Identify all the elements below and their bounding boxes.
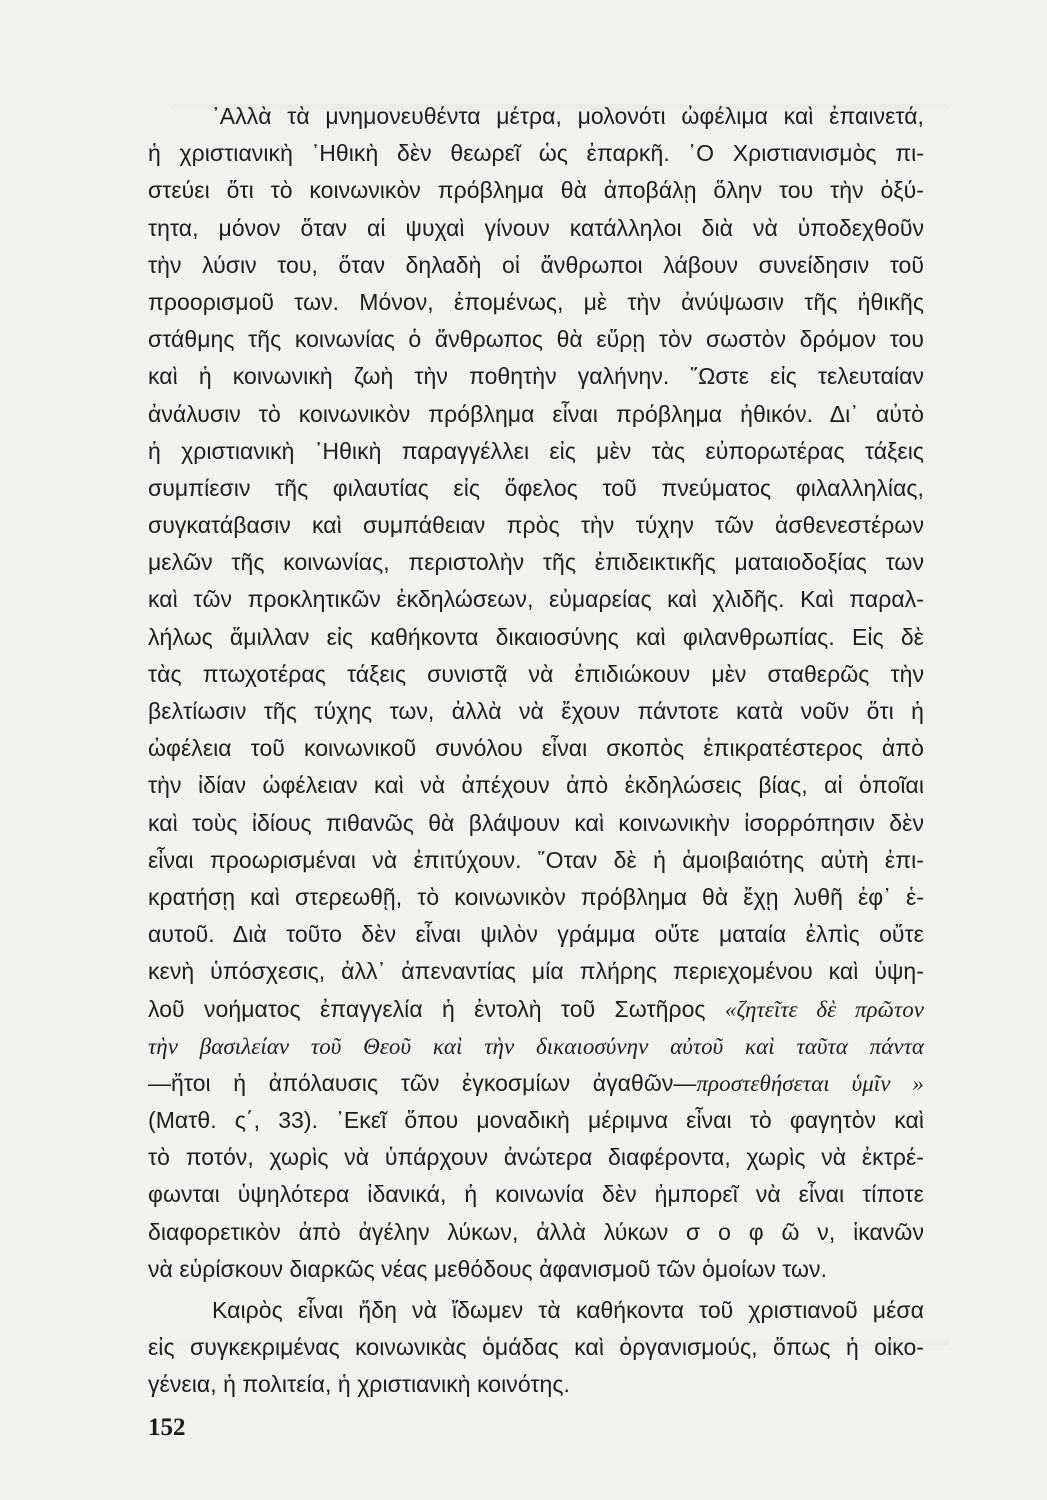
text-line: τὴν λύσιν του, ὅταν δηλαδὴ οἱ ἄνθρωποι λάβουν συνείδησιν τοῦ	[148, 251, 924, 278]
text-line: μελῶν τῆς κοινωνίας, περιστολὴν τῆς ἐπιδεικτικῆς ματαιοδοξίας των	[148, 549, 924, 576]
quotation-italic: προστεθήσεται ὑμῖν »	[696, 1070, 924, 1096]
text-line: συγκατάβασιν καὶ συμπάθειαν πρὸς τὴν τύχην τῶν ἀσθενεστέρων	[148, 512, 924, 539]
text-line: ᾿Αλλὰ τὰ μνημονευθέντα μέτρα, μολονότι ὠφέλιμα καὶ ἐπαινετά,	[212, 103, 924, 129]
text-line: φωνται ὑψηλότερα ἰδανικά, ἡ κοινωνία δὲν ἠμπορεῖ νὰ εἶναι τίποτε	[148, 1181, 924, 1208]
text-line: λήλως ἅμιλλαν εἰς καθήκοντα δικαιοσύνης καὶ φιλανθρωπίας. Εἰς δὲ	[148, 623, 924, 650]
text-line: νὰ εὑρίσκουν διαρκῶς νέας μεθόδους ἀφανισμοῦ τῶν ὁμοίων των.	[148, 1255, 828, 1282]
page-number: 152	[148, 1414, 186, 1441]
text-line: τὰς πτωχοτέρας τάξεις συνιστᾷ νὰ ἐπιδιώκουν μὲν σταθερῶς τὴν	[148, 660, 924, 687]
text-line: εἰς συγκεκριμένας κοινωνικὰς ὁμάδας καὶ ὀργανισμούς, ὅπως ἡ οἰκο-	[148, 1334, 924, 1361]
text-line	[148, 991, 924, 1028]
text-line: εἶναι προωρισμέναι νὰ ἐπιτύχουν. ῞Οταν δὲ ἡ ἀμοιβαιότης αὐτὴ ἐπι-	[148, 846, 924, 873]
text-line: τὸ ποτόν, χωρὶς νὰ ὑπάρχουν ἀνώτερα διαφέροντα, χωρὶς νὰ ἐκτρέ-	[148, 1144, 924, 1171]
text-run: —ἤτοι ἡ ἀπόλαυσις τῶν ἐγκοσμίων ἀγαθῶν—	[148, 1069, 697, 1096]
text-line: τὴν ἰδίαν ὠφέλειαν καὶ νὰ ἀπέχουν ἀπὸ ἐκδηλώσεις βίας, αἱ ὁποῖαι	[148, 772, 924, 799]
text-line: καὶ τῶν προκλητικῶν ἐκδηλώσεων, εὐμαρείας καὶ χλιδῆς. Καὶ παραλ-	[148, 586, 924, 613]
quotation-italic: «ζητεῖτε δὲ πρῶτον	[724, 996, 924, 1022]
text-line: βελτίωσιν τῆς τύχης των, ἀλλὰ νὰ ἔχουν πάντοτε κατὰ νοῦν ὅτι ἡ	[148, 698, 924, 724]
text-line: κρατήσῃ καὶ στερεωθῇ, τὸ κοινωνικὸν πρόβλημα θὰ ἔχῃ λυθῆ ἐφ᾿ ἑ-	[148, 883, 924, 910]
text-line: καὶ ἡ κοινωνικὴ ζωὴ τὴν ποθητὴν γαλήνην. ῞Ωστε εἰς τελευταίαν	[148, 363, 924, 390]
text-line: ἀνάλυσιν τὸ κοινωνικὸν πρόβλημα εἶναι πρόβλημα ἠθικόν. Δι᾿ αὐτὸ	[148, 400, 924, 427]
text-line: ὠφέλεια τοῦ κοινωνικοῦ συνόλου εἶναι σκοπὸς ἐπικρατέστερος ἀπὸ	[148, 735, 924, 762]
text-line: αυτοῦ. Διὰ τοῦτο δὲν εἶναι ψιλὸν γράμμα οὔτε ματαία ἐλπὶς οὔτε	[148, 921, 924, 948]
body-text	[148, 98, 924, 1404]
text-line: διαφορετικὸν ἀπὸ ἀγέλην λύκων, ἀλλὰ λύκων σ ο φ ῶ ν, ἱκανῶν	[148, 1218, 924, 1245]
text-line: τητα, μόνον ὅταν αἱ ψυχαὶ γίνουν κατάλληλοι διὰ νὰ ὑποδεχθοῦν	[148, 214, 924, 241]
text-run: λοῦ νοήματος ἐπαγγελία ἡ ἐντολὴ τοῦ Σωτῆρος	[148, 995, 725, 1022]
text-line: ἡ χριστιανικὴ ᾿Ηθικὴ δὲν θεωρεῖ ὡς ἐπαρκῆ. ῾Ο Χριστιανισμὸς πι-	[148, 140, 924, 167]
text-line: στάθμης τῆς κοινωνίας ὁ ἄνθρωπος θὰ εὕρῃ τὸν σωστὸν δρόμον του	[148, 326, 924, 353]
text-line: (Ματθ. ς΄, 33). ᾿Εκεῖ ὅπου μοναδικὴ μέριμνα εἶναι τὸ φαγητὸν καὶ	[148, 1107, 924, 1134]
text-line: ἡ χριστιανικὴ ᾿Ηθικὴ παραγγέλλει εἰς μὲν τὰς εὐπορωτέρας τάξεις	[148, 437, 924, 464]
text-line: προορισμοῦ των. Μόνον, ἐπομένως, μὲ τὴν ἀνύψωσιν τῆς ἠθικῆς	[148, 288, 924, 315]
text-line	[148, 1065, 924, 1102]
text-line: καὶ τοὺς ἰδίους πιθανῶς θὰ βλάψουν καὶ κοινωνικὴν ἰσορρόπησιν δὲν	[148, 809, 924, 836]
text-line: συμπίεσιν τῆς φιλαυτίας εἰς ὄφελος τοῦ πνεύματος φιλαλληλίας,	[148, 474, 924, 501]
text-line: γένεια, ἡ πολιτεία, ἡ χριστιανικὴ κοινότης.	[148, 1371, 570, 1398]
quotation-italic-line: τὴν βασιλείαν τοῦ Θεοῦ καὶ τὴν δικαιοσύνην αὐτοῦ καὶ ταῦτα πάντα	[148, 1033, 924, 1059]
text-line: Καιρὸς εἶναι ἤδη νὰ ἴδωμεν τὰ καθήκοντα τοῦ χριστιανοῦ μέσα	[212, 1297, 924, 1323]
text-line: στεύει ὅτι τὸ κοινωνικὸν πρόβλημα θὰ ἀποβάλῃ ὅλην του τὴν ὀξύ-	[148, 177, 924, 204]
text-line: κενὴ ὑπόσχεσις, ἀλλ᾿ ἀπεναντίας μία πλήρης περιεχομένου καὶ ὑψη-	[148, 958, 924, 985]
